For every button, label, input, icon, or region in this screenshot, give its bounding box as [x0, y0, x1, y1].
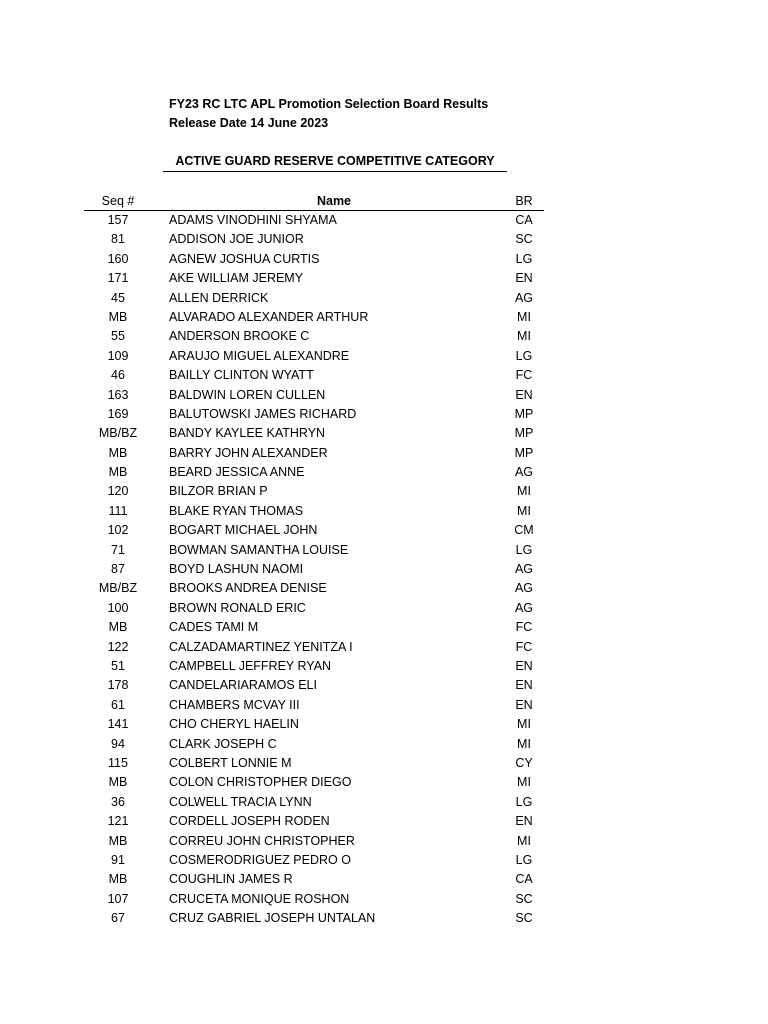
- name-cell: BAILLY CLINTON WYATT: [169, 368, 314, 383]
- table-row: [84, 541, 544, 560]
- branch-cell: EN: [515, 271, 533, 286]
- table-row: [84, 851, 544, 870]
- branch-cell: EN: [515, 678, 533, 693]
- name-cell: COSMERODRIGUEZ PEDRO O: [169, 852, 351, 867]
- name-cell: BARRY JOHN ALEXANDER: [169, 445, 328, 460]
- name-cell: CORREU JOHN CHRISTOPHER: [169, 833, 355, 848]
- branch-cell: MI: [517, 309, 531, 324]
- table-row: [84, 230, 544, 249]
- branch-cell: CA: [515, 872, 533, 887]
- table-row: [84, 579, 544, 598]
- table-row: [84, 618, 544, 637]
- branch-cell: EN: [515, 697, 533, 712]
- table-row: [84, 405, 544, 424]
- branch-cell: SC: [515, 911, 533, 926]
- seq-cell: 51: [111, 658, 125, 673]
- seq-cell: 122: [107, 639, 129, 654]
- seq-cell: 46: [111, 368, 125, 383]
- branch-cell: FC: [515, 639, 533, 654]
- seq-cell: MB: [108, 465, 128, 480]
- branch-cell: LG: [515, 852, 533, 867]
- table-row: [84, 347, 544, 366]
- seq-cell: 111: [108, 503, 128, 518]
- branch-cell: AG: [514, 600, 534, 615]
- seq-cell: MB/BZ: [98, 581, 138, 596]
- seq-cell: MB: [108, 620, 128, 635]
- seq-cell: MB: [108, 775, 128, 790]
- name-cell: ADDISON JOE JUNIOR: [169, 232, 304, 247]
- branch-cell: SC: [515, 232, 533, 247]
- seq-cell: 102: [107, 523, 129, 538]
- seq-cell: 55: [111, 329, 125, 344]
- table-row: [84, 676, 544, 695]
- table-row: [84, 715, 544, 734]
- branch-cell: CY: [515, 755, 533, 770]
- name-cell: ALLEN DERRICK: [169, 290, 269, 305]
- branch-cell: MI: [517, 329, 531, 344]
- branch-cell: LG: [515, 542, 533, 557]
- name-cell: COLWELL TRACIA LYNN: [169, 794, 312, 809]
- table-row: [84, 327, 544, 346]
- table-row: [84, 289, 544, 308]
- table-row: [84, 211, 544, 230]
- table-row: [84, 754, 544, 773]
- branch-cell: EN: [515, 658, 533, 673]
- table-row: [84, 638, 544, 657]
- name-cell: COLBERT LONNIE M: [169, 755, 292, 770]
- table-row: [84, 444, 544, 463]
- seq-cell: 107: [107, 891, 129, 906]
- table-row: [84, 735, 544, 754]
- seq-cell: MB: [108, 833, 128, 848]
- seq-cell: 100: [107, 600, 129, 615]
- header-seq: Seq #: [101, 194, 135, 208]
- name-cell: BALUTOWSKI JAMES RICHARD: [169, 406, 357, 421]
- branch-cell: MP: [514, 445, 534, 460]
- seq-cell: 115: [108, 755, 128, 770]
- branch-cell: AG: [514, 290, 534, 305]
- branch-cell: MI: [517, 503, 531, 518]
- name-cell: COUGHLIN JAMES R: [169, 872, 293, 887]
- table-row: [84, 521, 544, 540]
- table-row: [84, 599, 544, 618]
- seq-cell: 163: [107, 387, 129, 402]
- table-row: [84, 308, 544, 327]
- branch-cell: SC: [515, 891, 533, 906]
- header-name: Name: [316, 194, 352, 208]
- seq-cell: 171: [107, 271, 129, 286]
- branch-cell: LG: [515, 348, 533, 363]
- branch-cell: CM: [514, 523, 534, 538]
- table-row: [84, 269, 544, 288]
- seq-cell: 61: [111, 697, 125, 712]
- name-cell: CLARK JOSEPH C: [169, 736, 277, 751]
- name-cell: CRUZ GABRIEL JOSEPH UNTALAN: [169, 911, 376, 926]
- name-cell: BOGART MICHAEL JOHN: [169, 523, 318, 538]
- name-cell: ANDERSON BROOKE C: [169, 329, 310, 344]
- seq-cell: MB/BZ: [98, 426, 138, 441]
- seq-cell: 36: [111, 794, 125, 809]
- name-cell: CALZADAMARTINEZ YENITZA I: [169, 639, 353, 654]
- table-row: [84, 773, 544, 792]
- name-cell: CANDELARIARAMOS ELI: [169, 678, 317, 693]
- table-row: [84, 696, 544, 715]
- branch-cell: MI: [517, 833, 531, 848]
- branch-cell: EN: [515, 387, 533, 402]
- name-cell: CAMPBELL JEFFREY RYAN: [169, 658, 332, 673]
- name-cell: BLAKE RYAN THOMAS: [169, 503, 304, 518]
- branch-cell: MP: [514, 406, 534, 421]
- table-row: [84, 832, 544, 851]
- seq-cell: 94: [111, 736, 125, 751]
- name-cell: BALDWIN LOREN CULLEN: [169, 387, 326, 402]
- seq-cell: 91: [111, 852, 125, 867]
- seq-cell: MB: [108, 872, 128, 887]
- name-cell: CRUCETA MONIQUE ROSHON: [169, 891, 350, 906]
- name-cell: AGNEW JOSHUA CURTIS: [169, 251, 320, 266]
- table-row: [84, 890, 544, 909]
- seq-cell: 87: [111, 562, 125, 577]
- name-cell: BROOKS ANDREA DENISE: [169, 581, 327, 596]
- name-cell: BANDY KAYLEE KATHRYN: [169, 426, 326, 441]
- table-row: [84, 870, 544, 889]
- seq-cell: MB: [108, 309, 128, 324]
- branch-cell: AG: [514, 581, 534, 596]
- category-heading: ACTIVE GUARD RESERVE COMPETITIVE CATEGORY: [163, 152, 507, 172]
- branch-cell: LG: [515, 251, 533, 266]
- name-cell: CORDELL JOSEPH RODEN: [169, 814, 330, 829]
- title-block: [169, 95, 488, 133]
- branch-cell: AG: [514, 465, 534, 480]
- header-br: BR: [515, 194, 533, 208]
- branch-cell: EN: [515, 814, 533, 829]
- name-cell: BROWN RONALD ERIC: [169, 600, 306, 615]
- table-row: [84, 463, 544, 482]
- table-row: [84, 386, 544, 405]
- table-row: [84, 250, 544, 269]
- branch-cell: MP: [514, 426, 534, 441]
- name-cell: CHAMBERS MCVAY III: [169, 697, 300, 712]
- branch-cell: FC: [515, 620, 533, 635]
- seq-cell: 141: [107, 717, 129, 732]
- name-cell: BILZOR BRIAN P: [169, 484, 268, 499]
- seq-cell: 178: [107, 678, 129, 693]
- seq-cell: MB: [108, 445, 128, 460]
- table-row: [84, 502, 544, 521]
- seq-cell: 157: [107, 213, 129, 227]
- table-row: [84, 424, 544, 443]
- name-cell: BEARD JESSICA ANNE: [169, 465, 305, 480]
- branch-cell: MI: [517, 717, 531, 732]
- name-cell: AKE WILLIAM JEREMY: [169, 271, 304, 286]
- table-row: [84, 482, 544, 501]
- seq-cell: 160: [107, 251, 129, 266]
- table-row: [84, 657, 544, 676]
- seq-cell: 120: [107, 484, 129, 499]
- seq-cell: 109: [107, 348, 129, 363]
- branch-cell: MI: [517, 484, 531, 499]
- table-row: [84, 560, 544, 579]
- table-row: [84, 909, 544, 928]
- table-header: [84, 192, 544, 211]
- branch-cell: MI: [517, 736, 531, 751]
- release-date: Release Date 14 June 2023: [169, 116, 329, 130]
- name-cell: CHO CHERYL HAELIN: [169, 717, 299, 732]
- results-table: [84, 192, 544, 928]
- seq-cell: 67: [111, 911, 125, 926]
- name-cell: BOYD LASHUN NAOMI: [169, 562, 304, 577]
- seq-cell: 71: [111, 542, 125, 557]
- name-cell: COLON CHRISTOPHER DIEGO: [169, 775, 352, 790]
- table-row: [84, 812, 544, 831]
- name-cell: BOWMAN SAMANTHA LOUISE: [169, 542, 349, 557]
- name-cell: ADAMS VINODHINI SHYAMA: [169, 213, 337, 227]
- table-row: [84, 366, 544, 385]
- document-title: FY23 RC LTC APL Promotion Selection Board Results: [169, 97, 489, 111]
- branch-cell: FC: [515, 368, 533, 383]
- branch-cell: AG: [514, 562, 534, 577]
- branch-cell: MI: [517, 775, 531, 790]
- name-cell: CADES TAMI M: [169, 620, 259, 635]
- seq-cell: 45: [111, 290, 125, 305]
- name-cell: ARAUJO MIGUEL ALEXANDRE: [169, 348, 350, 363]
- seq-cell: 121: [107, 814, 129, 829]
- branch-cell: CA: [515, 213, 533, 227]
- branch-cell: LG: [515, 794, 533, 809]
- table-row: [84, 793, 544, 812]
- table-body: [84, 211, 544, 928]
- seq-cell: 81: [111, 232, 125, 247]
- seq-cell: 169: [107, 406, 129, 421]
- name-cell: ALVARADO ALEXANDER ARTHUR: [169, 309, 369, 324]
